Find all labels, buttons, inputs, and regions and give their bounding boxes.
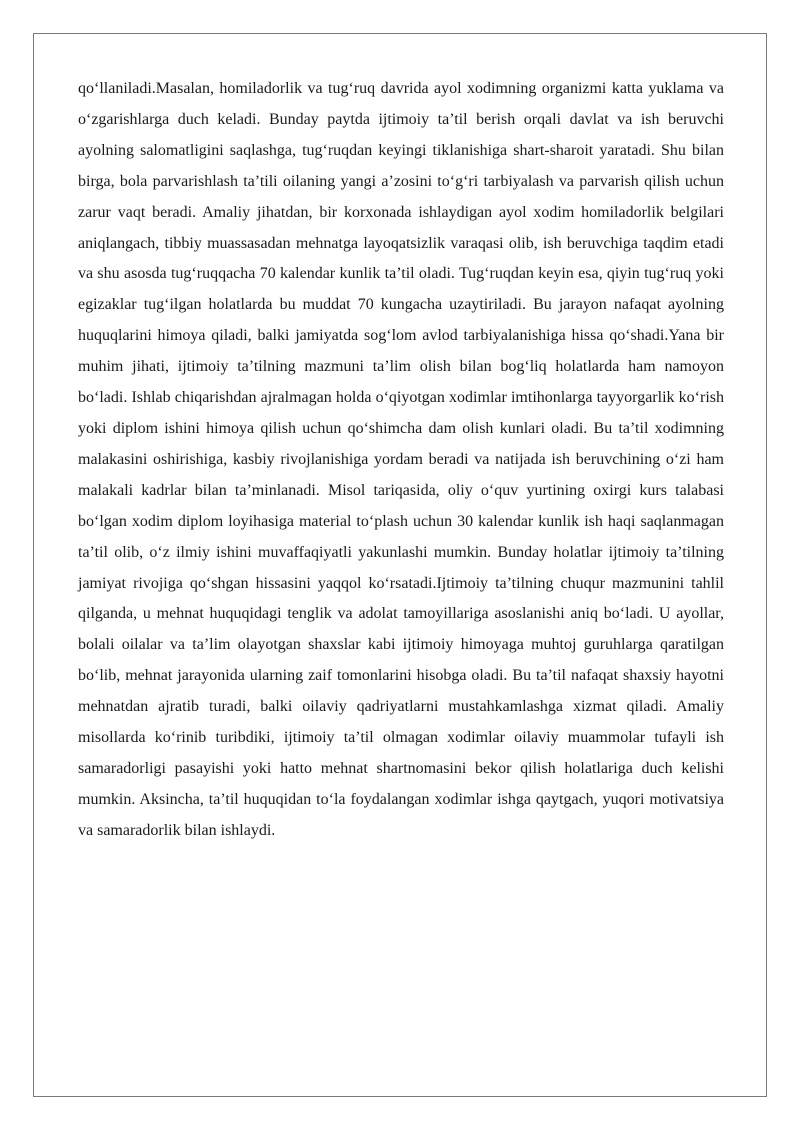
body-paragraph: qo‘llaniladi.Masalan, homiladorlik va tug‘ruq davrida ayol xodimning organizmi katta yuklama va o‘zgarishlarga duch keladi. Bunday paytda ijtimoiy ta’til berish orqali davlat va ish beruvchi ayolning salomatligini saqlashga, tug‘ruqdan keyingi tiklanishiga shart-sharoit yaratadi. Shu bilan birga, bola parvarishlash ta’tili oilaning yangi a’zosini to‘g‘ri tarbiyalash va parvarish qilish uchun zarur vaqt beradi. Amaliy jihatdan, bir korxonada ishlaydigan ayol xodim homiladorlik belgilari aniqlangach, tibbiy muassasadan mehnatga layoqatsizlik varaqasi olib, ish beruvchiga taqdim etadi va shu asosda tug‘ruqqacha 70 kalendar kunlik ta’til oladi. Tug‘ruqdan keyin esa, qiyin tug‘ruq yoki egizaklar tug‘ilgan holatlarda bu muddat 70 kungacha uzaytiriladi. Bu jarayon nafaqat ayolning huquqlarini himoya qiladi, balki jamiyatda sog‘lom avlod tarbiyalanishiga hissa qo‘shadi.Yana bir muhim jihati, ijtimoiy ta’tilning mazmuni ta’lim olish bilan bog‘liq holatlarda ham namoyon bo‘ladi. Ishlab chiqarishdan ajralmagan holda o‘qiyotgan xodimlar imtihonlarga tayyorgarlik ko‘rish yoki diplom ishini himoya qilish uchun qo‘shimcha dam olish kunlari oladi. Bu ta’til xodimning malakasini oshirishiga, kasbiy rivojlanishiga yordam beradi va natijada ish beruvchining o‘zi ham malakali kadrlar bilan ta’minlanadi. Misol tariqasida, oliy o‘quv yurtining oxirgi kurs talabasi bo‘lgan xodim diplom loyihasiga material to‘plash uchun 30 kalendar kunlik ish haqi saqlanmagan ta’til olib, o‘z ilmiy ishini muvaffaqiyatli yakunlashi mumkin. Bunday holatlar ijtimoiy ta’tilning jamiyat rivojiga qo‘shgan hissasini yaqqol ko‘rsatadi.Ijtimoiy ta’tilning chuqur mazmunini tahlil qilganda, u mehnat huquqidagi tenglik va adolat tamoyillariga asoslanishi aniq bo‘ladi. U ayollar, bolali oilalar va ta’lim olayotgan shaxslar kabi ijtimoiy himoyaga muhtoj guruhlarga qaratilgan bo‘lib, mehnat jarayonida ularning zaif tomonlarini hisobga oladi. Bu ta’til nafaqat shaxsiy hayotni mehnatdan ajratib turadi, balki oilaviy qadriyatlarni mustahkamlashga xizmat qiladi. Amaliy misollarda ko‘rinib turibdiki, ijtimoiy ta’til olmagan xodimlar oilaviy muammolar tufayli ish samaradorligi pasayishi yoki hatto mehnat shartnomasini bekor qilish holatlariga duch kelishi mumkin. Aksincha, ta’til huquqidan to‘la foydalangan xodimlar ishga qaytgach, yuqori motivatsiya va samaradorlik bilan ishlaydi. [78,80,724,839]
